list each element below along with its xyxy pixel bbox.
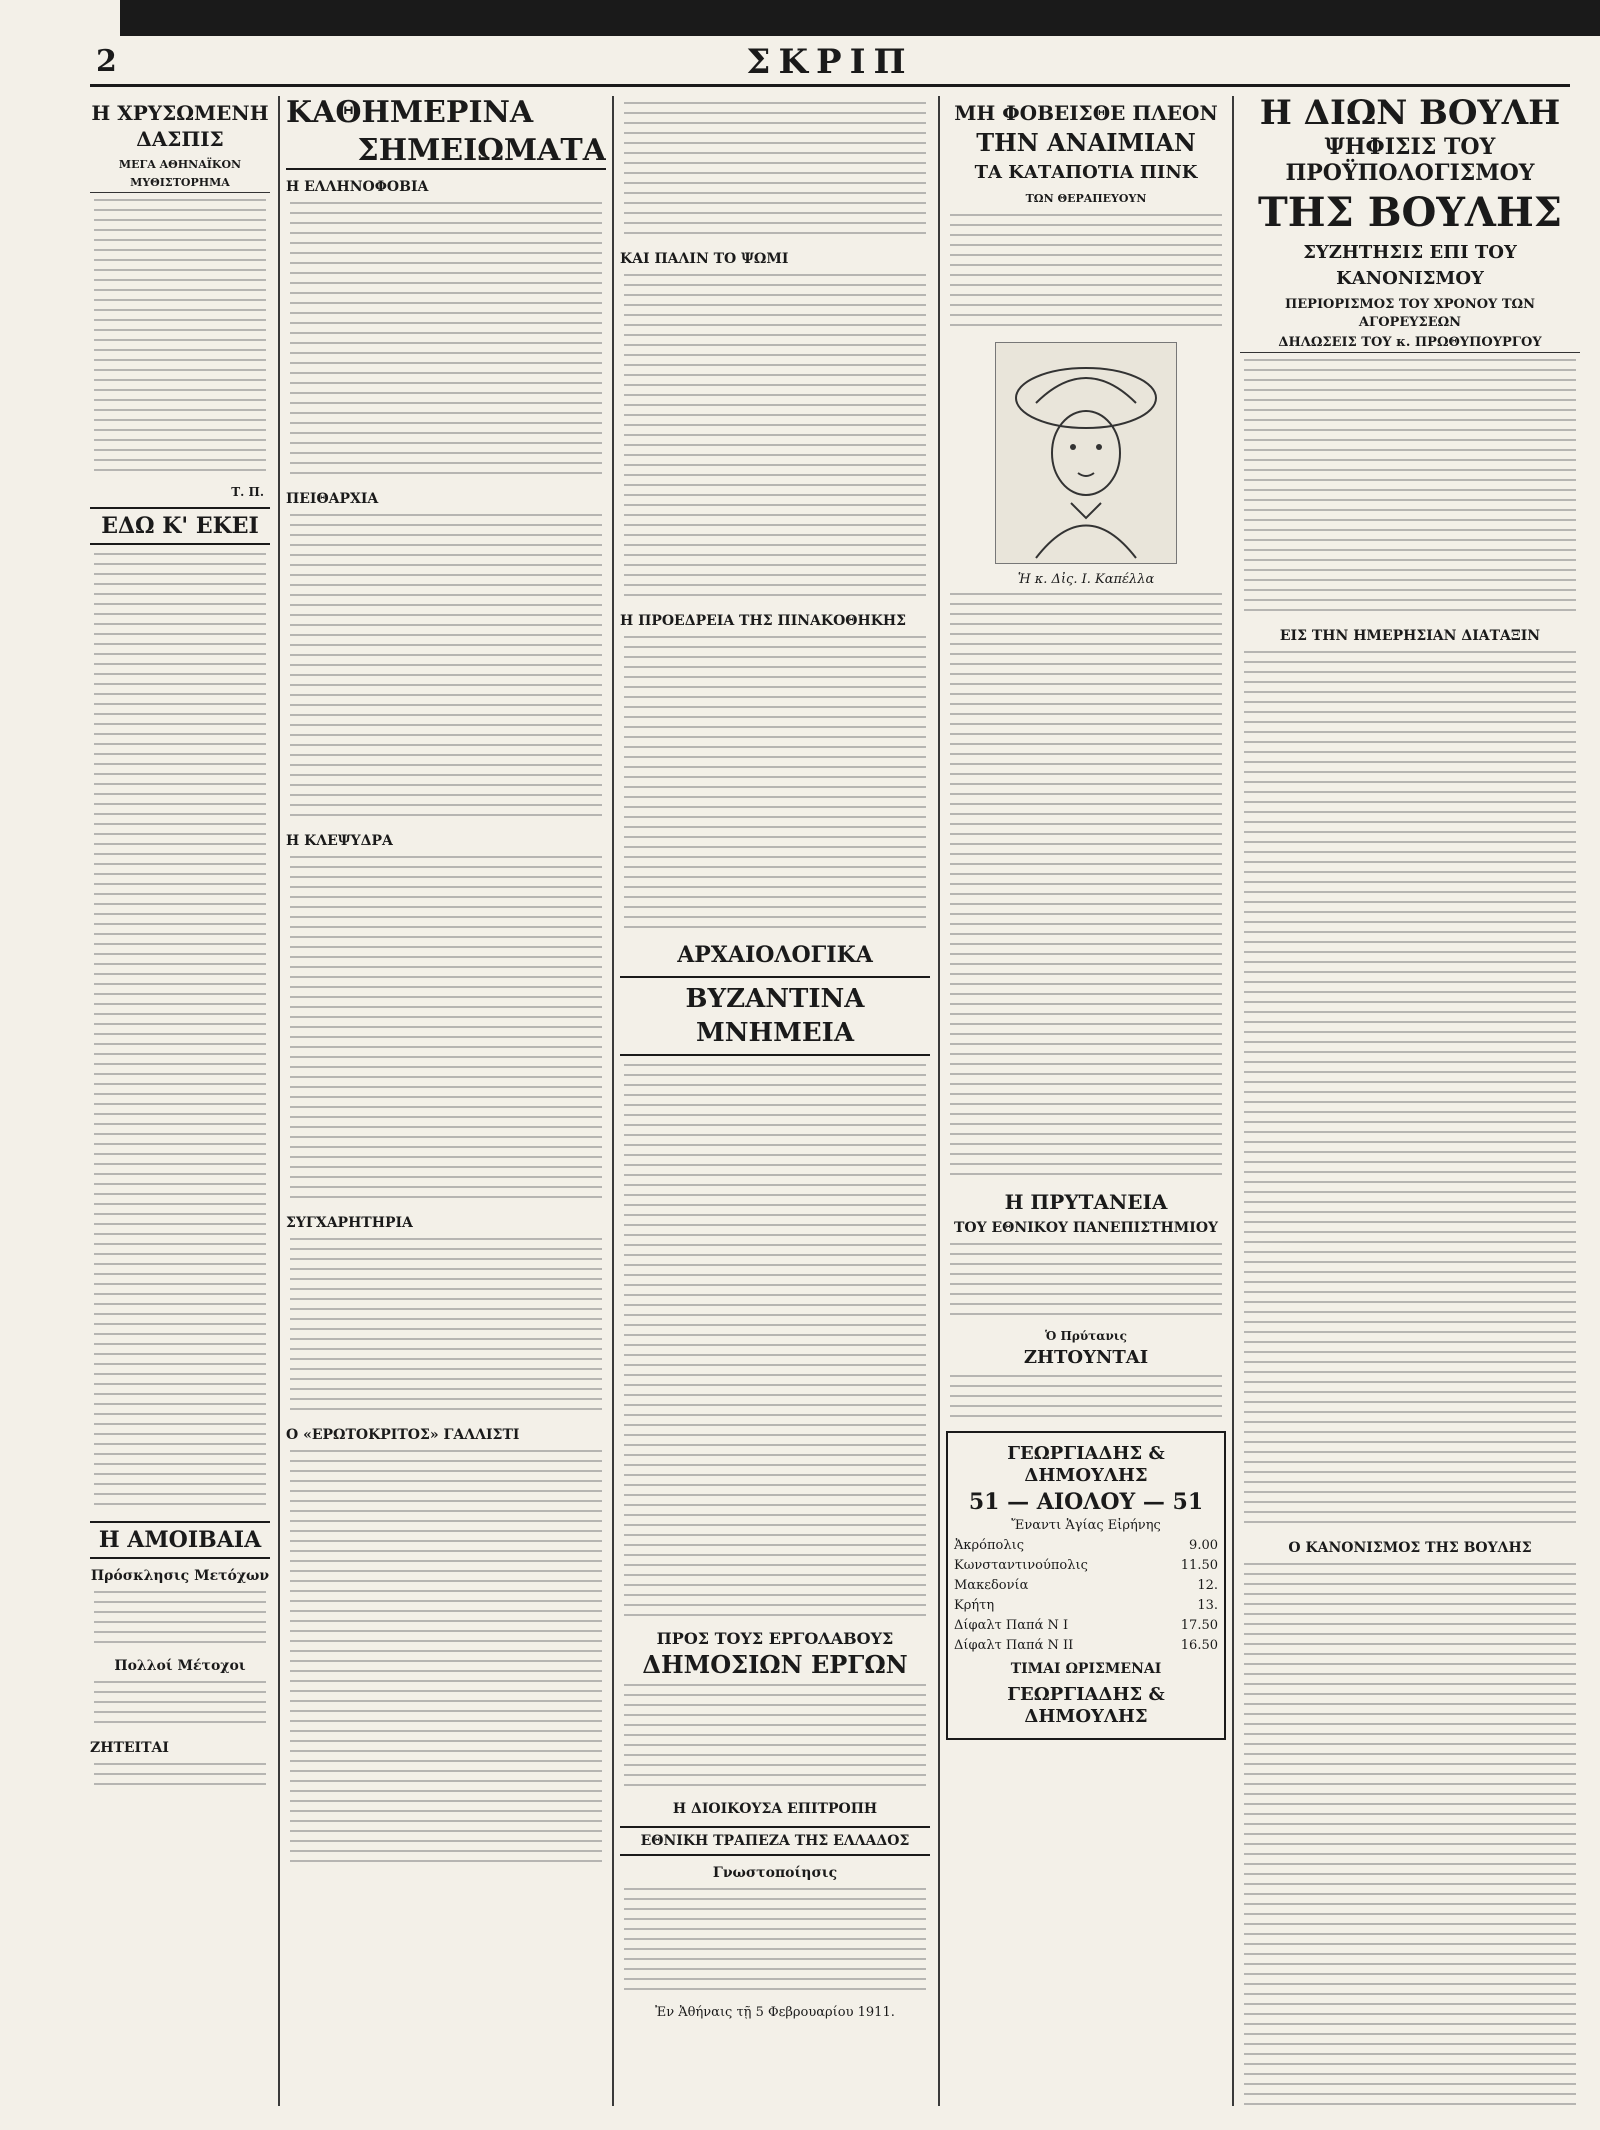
column-title: ΚΑΘΗΜΕΡΙΝΑ: [286, 96, 534, 130]
subheading: Πρόσκλησις Μετόχων: [90, 1568, 270, 1584]
text-block: [950, 1375, 1222, 1425]
ad-address-note: Ἔναντι Ἁγίας Εἰρήνης: [1011, 1518, 1161, 1533]
headline: ΤΗΣ ΒΟΥΛΗΣ: [1257, 189, 1563, 236]
subheadline: ΔΗΛΩΣΕΙΣ ΤΟΥ κ. ΠΡΩΘΥΠΟΥΡΓΟΥ: [1240, 334, 1580, 353]
price-label: Δίφαλτ Παπά Ν Ι: [954, 1618, 1069, 1633]
price-row: [954, 1597, 1218, 1614]
column-1: [90, 96, 270, 2106]
column-rule: [278, 96, 280, 2106]
ad-company: ΓΕΩΡΓΙΑΔΗΣ & ΔΗΜΟΥΛΗΣ: [1007, 1443, 1165, 1486]
price-row: [954, 1557, 1218, 1574]
price-row: [954, 1537, 1218, 1554]
scan-top-border: [120, 0, 1600, 36]
column-5: [1240, 96, 1580, 2106]
notice-date: Ἐν Ἀθήναις τῇ 5 Φεβρουαρίου 1911.: [655, 2005, 895, 2020]
text-block: [94, 553, 266, 1513]
text-block: [290, 514, 602, 824]
section-heading: Η ΑΜΟΙΒΑΙΑ: [90, 1521, 270, 1559]
text-block: [94, 199, 266, 479]
woman-portrait-icon: [996, 343, 1176, 563]
signature: Τ. Π.: [231, 485, 264, 499]
main-headline: Η ΔΙΩΝ ΒΟΥΛΗ: [1259, 96, 1561, 133]
text-block: [290, 1238, 602, 1418]
serial-title: Η ΧΡΥΣΩΜΕΝΗ ΔΑΣΠΙΣ: [91, 101, 269, 151]
text-block: [94, 1591, 266, 1651]
masthead: [90, 40, 1570, 87]
section-heading: Ο «ΕΡΩΤΟΚΡΙΤΟΣ» ΓΑΛΛΙΣΤΙ: [286, 1427, 520, 1443]
section-heading: Ο ΚΑΝΟΝΙΣΜΟΣ ΤΗΣ ΒΟΥΛΗΣ: [1288, 1540, 1532, 1556]
text-block: [624, 636, 926, 936]
newspaper-name: ΣΚΡΙΠ: [746, 42, 914, 82]
text-block: [290, 856, 602, 1206]
section-heading: Η ΕΛΛΗΝΟΦΟΒΙΑ: [286, 179, 429, 195]
text-block: [1244, 359, 1576, 619]
section-heading: ΣΥΓΧΑΡΗΤΗΡΙΑ: [286, 1215, 413, 1231]
column-title: ΣΗΜΕΙΩΜΑΤΑ: [286, 134, 606, 170]
price-row: [954, 1577, 1218, 1594]
section-heading: ΠΕΙΘΑΡΧΙΑ: [286, 491, 379, 507]
text-block: [94, 1681, 266, 1731]
subheading: Πολλοί Μέτοχοι: [114, 1658, 246, 1674]
ad-heading: ΖΗΤΕΙΤΑΙ: [90, 1740, 169, 1756]
column-2: [286, 96, 606, 2106]
section-heading: ΚΑΙ ΠΑΛΙΝ ΤΟ ΨΩΜΙ: [620, 251, 789, 267]
column-rule: [938, 96, 940, 2106]
notice-signature: Ὁ Πρύτανις: [1045, 1329, 1127, 1343]
price-label: Κρήτη: [954, 1598, 995, 1613]
ad-company-footer: ΓΕΩΡΓΙΑΔΗΣ & ΔΗΜΟΥΛΗΣ: [1007, 1684, 1165, 1727]
serial-subtitle: ΜΕΓΑ ΑΘΗΝΑΪΚΟΝ ΜΥΘΙΣΤΟΡΗΜΑ: [90, 156, 270, 193]
price-value: 9.00: [1189, 1538, 1218, 1553]
ad-title: ΤΗΝ ΑΝΑΙΜΙΑΝ: [976, 128, 1196, 157]
subheading: Γνωστοποίησις: [712, 1865, 838, 1881]
column-4: [946, 96, 1226, 2106]
notice-signature: Η ΔΙΟΙΚΟΥΣΑ ΕΠΙΤΡΟΠΗ: [672, 1801, 878, 1817]
column-rule: [1232, 96, 1234, 2106]
portrait-caption: Ἡ κ. Δἰς. Ι. Καπέλλα: [1017, 572, 1155, 587]
price-list: [954, 1537, 1218, 1654]
text-block: [950, 214, 1222, 334]
text-block: [624, 1888, 926, 1998]
text-block: [290, 1450, 602, 1870]
subheadline: ΠΕΡΙΟΡΙΣΜΟΣ ΤΟΥ ΧΡΟΝΟΥ ΤΩΝ ΑΓΟΡΕΥΣΕΩΝ: [1285, 297, 1535, 330]
notice-heading: ΔΗΜΟΣΙΩΝ ΕΡΓΩΝ: [642, 1650, 908, 1679]
text-block: [950, 593, 1222, 1183]
headline: ΣΥΖΗΤΗΣΙΣ ΕΠΙ ΤΟΥ ΚΑΝΟΝΙΣΜΟΥ: [1303, 242, 1517, 289]
text-block: [624, 1064, 926, 1624]
section-heading: ΕΙΣ ΤΗΝ ΗΜΕΡΗΣΙΑΝ ΔΙΑΤΑΞΙΝ: [1279, 628, 1541, 644]
price-label: Ἀκρόπολις: [954, 1538, 1024, 1553]
section-heading: Η ΠΡΟΕΔΡΕΙΑ ΤΗΣ ΠΙΝΑΚΟΘΗΚΗΣ: [620, 613, 906, 629]
ad-title: ΜΗ ΦΟΒΕΙΣΘΕ ΠΛΕΟΝ: [954, 101, 1218, 125]
page-number: 2: [96, 44, 117, 79]
notice-heading: ΠΡΟΣ ΤΟΥΣ ΕΡΓΟΛΑΒΟΥΣ: [656, 1629, 894, 1648]
price-value: 17.50: [1180, 1618, 1218, 1633]
price-row: [954, 1617, 1218, 1634]
price-value: 16.50: [1180, 1638, 1218, 1653]
text-block: [624, 274, 926, 604]
ad-address: 51 — ΑΙΟΛΟΥ — 51: [968, 1489, 1204, 1515]
notice-heading: ΕΘΝΙΚΗ ΤΡΑΠΕΖΑ ΤΗΣ ΕΛΛΑΔΟΣ: [620, 1826, 930, 1856]
section-heading: ΑΡΧΑΙΟΛΟΓΙΚΑ: [677, 942, 873, 968]
text-block: [624, 102, 926, 242]
section-heading: ΕΔΩ Κ' ΕΚΕΙ: [90, 507, 270, 545]
text-block: [624, 1684, 926, 1794]
ad-box: [946, 1431, 1226, 1740]
column-rule: [612, 96, 614, 2106]
price-label: Κωνσταντινούπολις: [954, 1558, 1088, 1573]
section-heading: Η ΠΡΥΤΑΝΕΙΑ: [1004, 1190, 1168, 1214]
ad-heading: ΖΗΤΟΥΝΤΑΙ: [1023, 1347, 1149, 1368]
price-value: 11.50: [1180, 1558, 1218, 1573]
column-3: [620, 96, 930, 2106]
section-heading: Η ΚΛΕΨΥΔΡΑ: [286, 833, 393, 849]
portrait-illustration: [995, 342, 1177, 564]
text-block: [1244, 1563, 1576, 2106]
text-block: [290, 202, 602, 482]
price-value: 12.: [1197, 1578, 1218, 1593]
section-heading: ΤΟΥ ΕΘΝΙΚΟΥ ΠΑΝΕΠΙΣΤΗΜΙΟΥ: [953, 1220, 1219, 1236]
price-label: Δίφαλτ Παπά Ν ΙΙ: [954, 1638, 1074, 1653]
text-block: [950, 1243, 1222, 1323]
text-block: [1244, 651, 1576, 1531]
section-heading: ΒΥΖΑΝΤΙΝΑ ΜΝΗΜΕΙΑ: [620, 976, 930, 1056]
ad-note: ΤΙΜΑΙ ΩΡΙΣΜΕΝΑΙ: [1010, 1661, 1162, 1677]
price-row: [954, 1637, 1218, 1654]
headline: ΨΗΦΙΣΙΣ ΤΟΥ ΠΡΟΫΠΟΛΟΓΙΣΜΟΥ: [1285, 134, 1535, 186]
price-value: 13.: [1197, 1598, 1218, 1613]
price-label: Μακεδονία: [954, 1578, 1029, 1593]
ad-title: ΤΑ ΚΑΤΑΠΟΤΙΑ ΠΙΝΚ: [974, 162, 1198, 183]
text-block: [94, 1763, 266, 1793]
ad-subtitle: ΤΩΝ ΘΕΡΑΠΕΥΟΥΝ: [1025, 192, 1147, 205]
